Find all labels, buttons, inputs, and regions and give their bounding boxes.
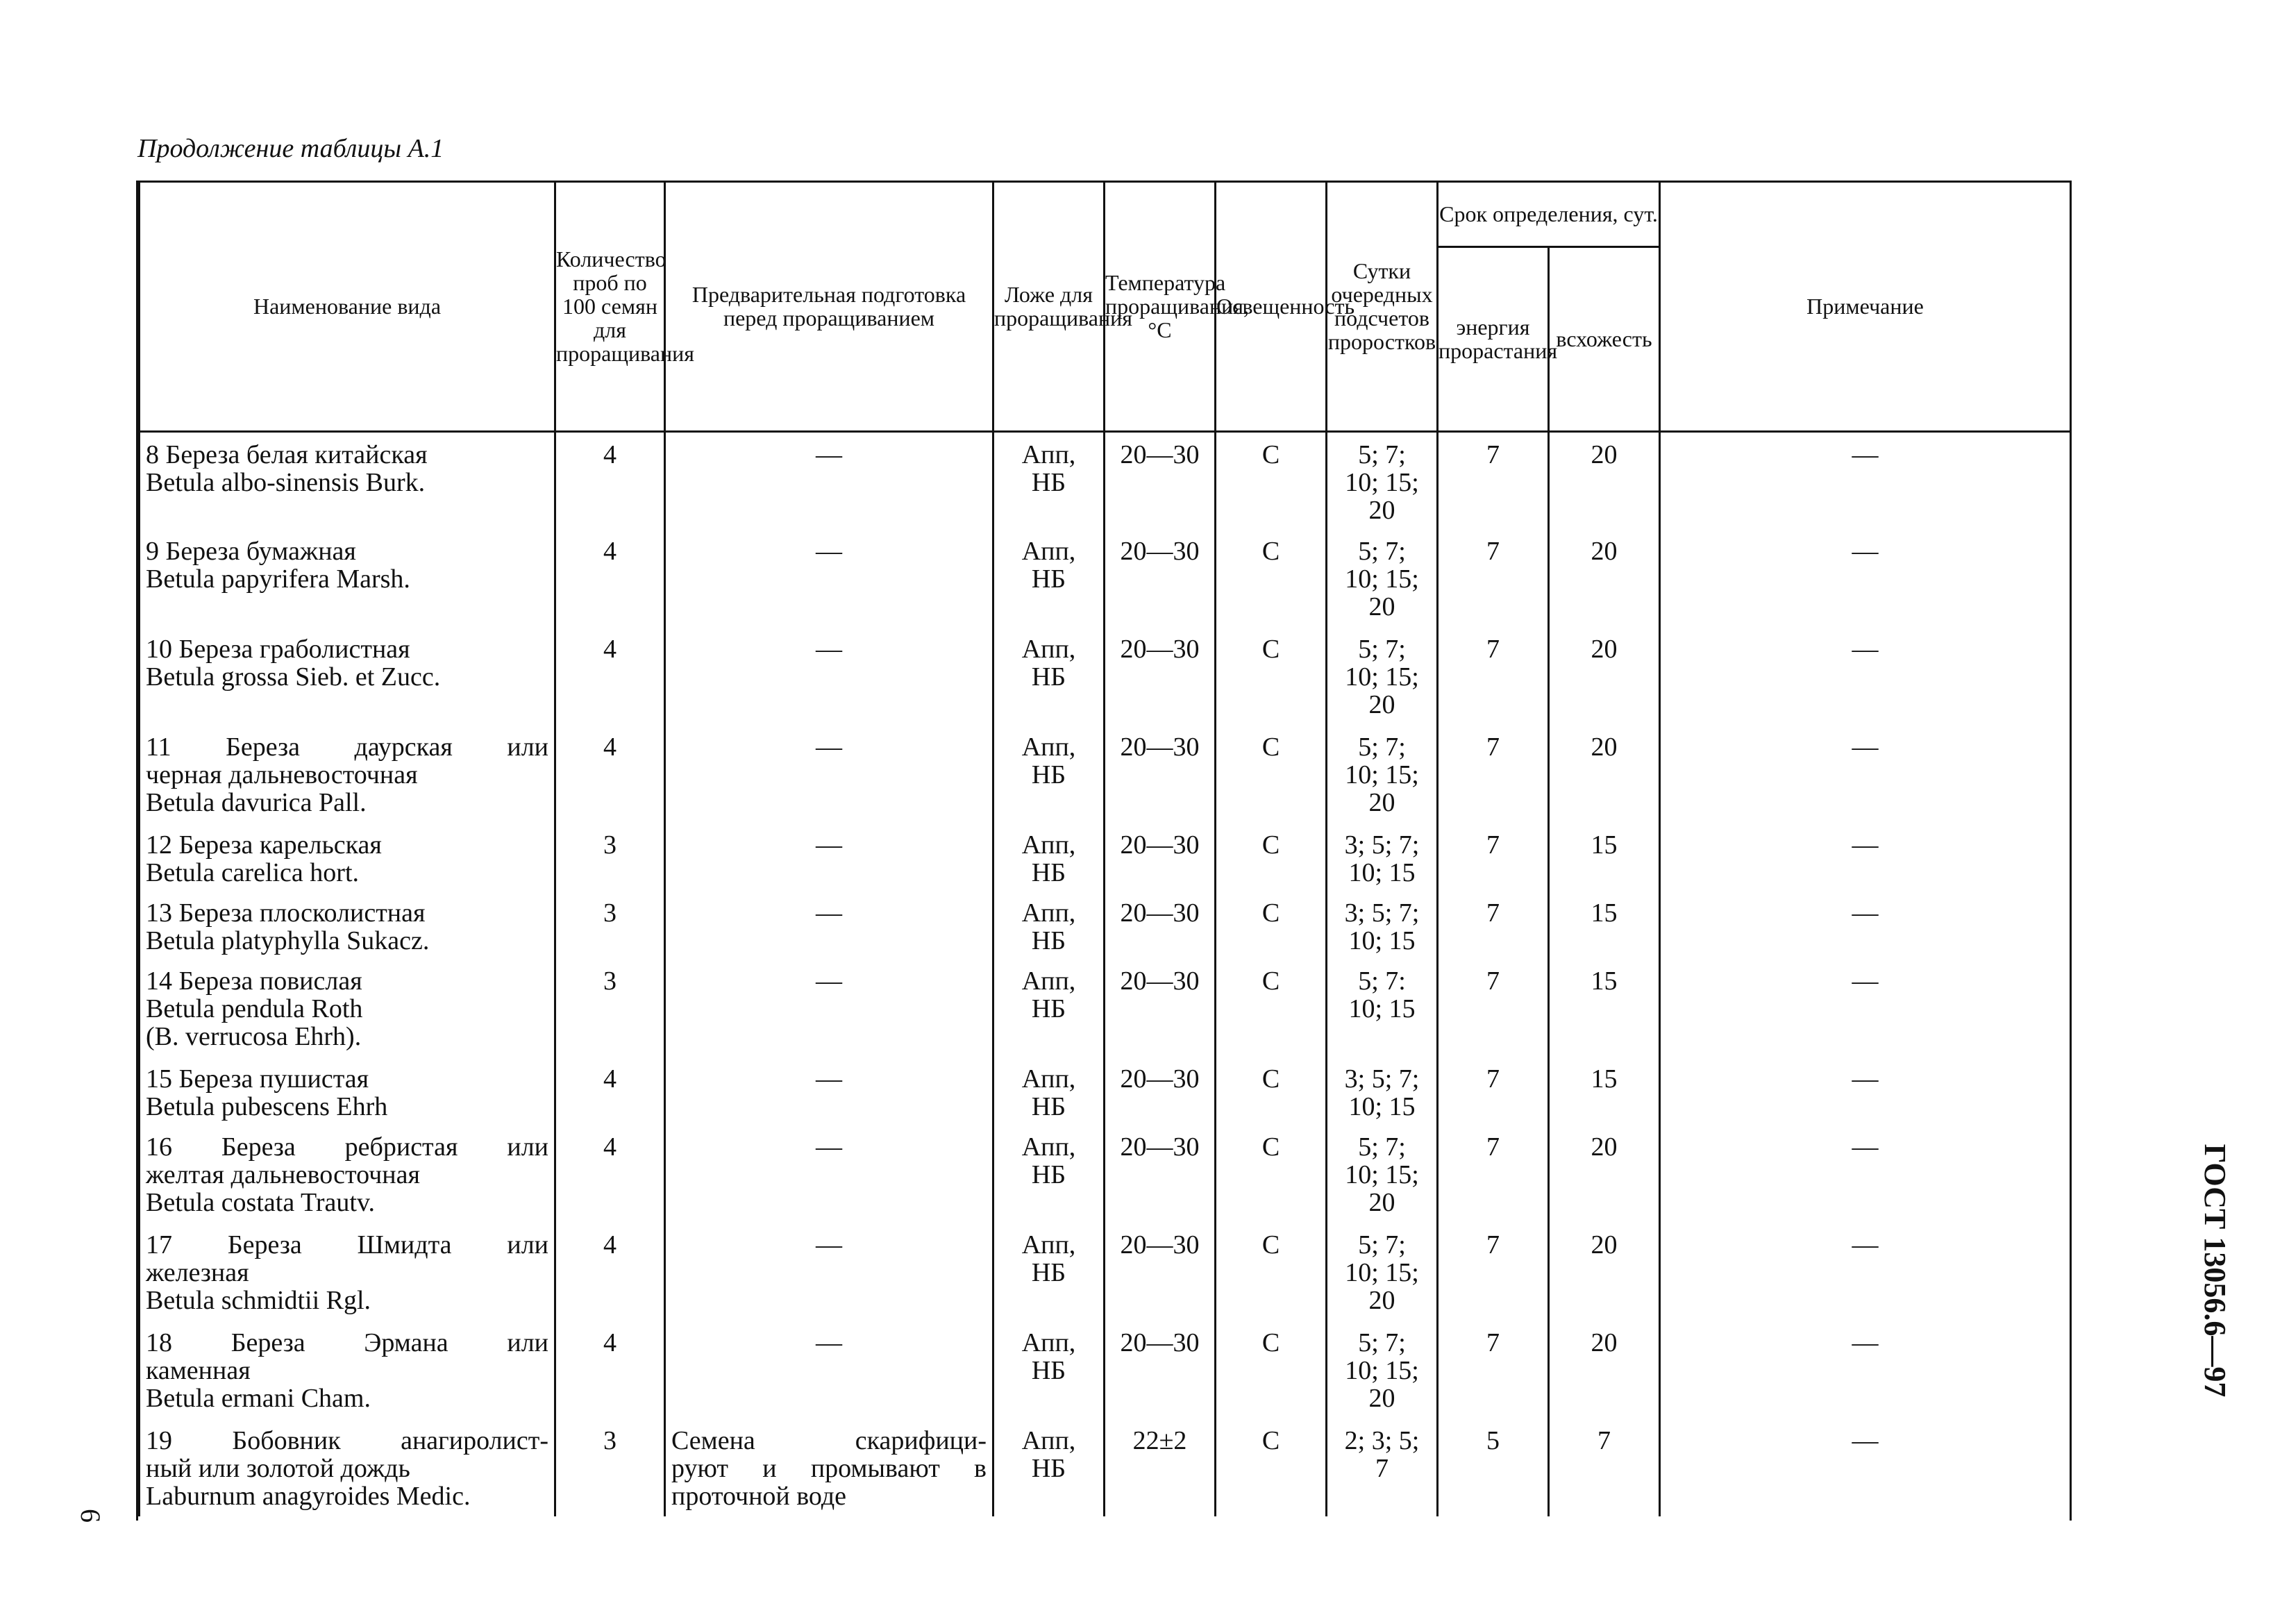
standard-label: ГОСТ 13056.6—97	[2198, 1144, 2232, 1398]
table-row	[140, 891, 2071, 959]
cell-light: С	[1216, 431, 1327, 529]
name-line: Laburnum anagyroides Medic.	[146, 1482, 471, 1511]
cell-bed	[993, 1125, 1105, 1223]
days-line: 20	[1368, 690, 1395, 719]
bed-line: Апп,	[1021, 966, 1076, 996]
table-row	[140, 529, 2071, 627]
days-line: 10; 15	[1348, 994, 1416, 1023]
cell-prep	[665, 1418, 993, 1516]
table-row	[140, 431, 2071, 529]
cell-days	[1327, 1057, 1438, 1125]
cell-samples: 4	[555, 725, 665, 823]
cell-name	[140, 891, 555, 959]
cell-samples: 4	[555, 1125, 665, 1223]
days-line: 7	[1375, 1454, 1389, 1483]
cell-light: С	[1216, 959, 1327, 1057]
table-row	[140, 823, 2071, 891]
days-line: 5; 7;	[1358, 733, 1406, 762]
cell-temp: 20—30	[1105, 1125, 1216, 1223]
name-line: желтая дальневосточная	[146, 1160, 420, 1189]
cell-light: С	[1216, 1223, 1327, 1321]
bed-line: НБ	[1031, 1092, 1066, 1121]
cell-name	[140, 823, 555, 891]
cell-energy: 7	[1438, 725, 1549, 823]
table-row	[140, 959, 2071, 1057]
cell-light: С	[1216, 1125, 1327, 1223]
header-period: Срок определения, сут.	[1438, 183, 1660, 246]
name-line: Betula grossa Sieb. et Zucc.	[146, 662, 441, 692]
bed-line: НБ	[1031, 926, 1066, 955]
header-days: Сутки очередных подсчетов проростков	[1327, 183, 1438, 431]
cell-days	[1327, 1223, 1438, 1321]
name-line: 16 Береза ребристая или	[146, 1132, 548, 1162]
name-line: Betula papyrifera Marsh.	[146, 564, 410, 594]
days-line: 5; 7;	[1358, 1328, 1406, 1357]
days-line: 2; 3; 5;	[1344, 1426, 1420, 1455]
header-energy: энергия прорастания	[1438, 246, 1549, 431]
cell-samples: 4	[555, 627, 665, 725]
bed-line: НБ	[1031, 662, 1066, 692]
cell-energy: 7	[1438, 823, 1549, 891]
cell-germ: 20	[1549, 529, 1660, 627]
name-line: Betula schmidtii Rgl.	[146, 1286, 371, 1315]
days-line: 10; 15;	[1345, 662, 1419, 692]
days-line: 20	[1368, 1384, 1395, 1413]
table-row	[140, 1223, 2071, 1321]
name-line: Betula pubescens Ehrh	[146, 1092, 388, 1121]
cell-bed	[993, 1223, 1105, 1321]
header-temp: Температура проращивания, °С	[1105, 183, 1216, 431]
table-row	[140, 725, 2071, 823]
cell-temp: 20—30	[1105, 959, 1216, 1057]
cell-name	[140, 1223, 555, 1321]
prep-line: проточной воде	[671, 1482, 847, 1511]
cell-energy: 7	[1438, 1057, 1549, 1125]
header-prep: Предварительная подготовка перед проращиванием	[665, 183, 993, 431]
table-row	[140, 1418, 2071, 1516]
days-line: 10; 15;	[1345, 1356, 1419, 1385]
cell-light: С	[1216, 725, 1327, 823]
header-name: Наименование вида	[140, 183, 555, 431]
cell-light: С	[1216, 1418, 1327, 1516]
cell-energy: 5	[1438, 1418, 1549, 1516]
cell-prep: —	[665, 1223, 993, 1321]
cell-name	[140, 959, 555, 1057]
days-line: 10; 15;	[1345, 564, 1419, 594]
header-bed: Ложе для проращивания	[993, 183, 1105, 431]
cell-samples: 3	[555, 891, 665, 959]
cell-prep: —	[665, 431, 993, 529]
name-line: 9 Береза бумажная	[146, 537, 356, 566]
bed-line: НБ	[1031, 858, 1066, 887]
cell-light: С	[1216, 529, 1327, 627]
cell-prep: —	[665, 1321, 993, 1418]
days-line: 5; 7:	[1358, 966, 1406, 996]
cell-light: С	[1216, 891, 1327, 959]
name-line: железная	[146, 1258, 249, 1287]
cell-samples: 4	[555, 431, 665, 529]
cell-temp: 20—30	[1105, 1223, 1216, 1321]
name-line: 11 Береза даурская или	[146, 733, 548, 762]
cell-samples: 4	[555, 1321, 665, 1418]
days-line: 10; 15	[1348, 858, 1416, 887]
days-line: 20	[1368, 1188, 1395, 1217]
table-body	[140, 431, 2071, 1516]
cell-germ: 15	[1549, 823, 1660, 891]
cell-prep: —	[665, 823, 993, 891]
cell-name	[140, 431, 555, 529]
cell-germ: 20	[1549, 627, 1660, 725]
days-line: 20	[1368, 495, 1395, 525]
name-line: 15 Береза пушистая	[146, 1064, 369, 1094]
cell-germ: 20	[1549, 1321, 1660, 1418]
bed-line: НБ	[1031, 1258, 1066, 1287]
days-line: 3; 5; 7;	[1344, 898, 1420, 928]
cell-days	[1327, 1321, 1438, 1418]
bed-line: НБ	[1031, 1356, 1066, 1385]
bed-line: Апп,	[1021, 1064, 1076, 1094]
cell-samples: 3	[555, 959, 665, 1057]
bed-line: Апп,	[1021, 898, 1076, 928]
header-germ: всхожесть	[1549, 246, 1660, 431]
name-line: 10 Береза граболистная	[146, 635, 410, 664]
name-line: Betula costata Trautv.	[146, 1188, 375, 1217]
bed-line: Апп,	[1021, 1426, 1076, 1455]
cell-name	[140, 627, 555, 725]
cell-temp: 20—30	[1105, 1321, 1216, 1418]
cell-note: —	[1660, 627, 2071, 725]
cell-temp: 20—30	[1105, 627, 1216, 725]
cell-days	[1327, 891, 1438, 959]
cell-note: —	[1660, 529, 2071, 627]
days-line: 5; 7;	[1358, 635, 1406, 664]
cell-germ: 15	[1549, 1057, 1660, 1125]
prep-line: руют и промывают в	[671, 1454, 987, 1483]
bed-line: Апп,	[1021, 635, 1076, 664]
name-line: 17 Береза Шмидта или	[146, 1230, 548, 1259]
cell-germ: 20	[1549, 1223, 1660, 1321]
cell-days	[1327, 1418, 1438, 1516]
cell-temp: 20—30	[1105, 823, 1216, 891]
page-number: 6	[75, 1509, 106, 1523]
cell-days	[1327, 725, 1438, 823]
cell-prep: —	[665, 627, 993, 725]
bed-line: Апп,	[1021, 733, 1076, 762]
cell-germ: 15	[1549, 891, 1660, 959]
cell-bed	[993, 891, 1105, 959]
species-table-wrap	[136, 181, 2072, 1521]
cell-bed	[993, 529, 1105, 627]
days-line: 20	[1368, 592, 1395, 621]
cell-bed	[993, 1321, 1105, 1418]
cell-bed	[993, 1418, 1105, 1516]
name-line: 18 Береза Эрмана или	[146, 1328, 548, 1357]
cell-note: —	[1660, 725, 2071, 823]
days-line: 10; 15;	[1345, 1160, 1419, 1189]
cell-germ: 20	[1549, 431, 1660, 529]
cell-light: С	[1216, 823, 1327, 891]
days-line: 5; 7;	[1358, 1132, 1406, 1162]
cell-energy: 7	[1438, 529, 1549, 627]
name-line: 8 Береза белая китайская	[146, 440, 428, 469]
cell-germ: 15	[1549, 959, 1660, 1057]
bed-line: НБ	[1031, 760, 1066, 789]
name-line: Betula carelica hort.	[146, 858, 360, 887]
cell-temp: 20—30	[1105, 891, 1216, 959]
name-line: черная дальневосточная	[146, 760, 418, 789]
cell-prep: —	[665, 725, 993, 823]
cell-name	[140, 1321, 555, 1418]
cell-days	[1327, 529, 1438, 627]
prep-line: Семена скарифици-	[671, 1426, 987, 1455]
bed-line: НБ	[1031, 467, 1066, 497]
cell-energy: 7	[1438, 431, 1549, 529]
cell-days	[1327, 431, 1438, 529]
cell-days	[1327, 627, 1438, 725]
cell-note: —	[1660, 891, 2071, 959]
cell-days	[1327, 959, 1438, 1057]
cell-note: —	[1660, 431, 2071, 529]
cell-light: С	[1216, 1321, 1327, 1418]
cell-bed	[993, 959, 1105, 1057]
cell-energy: 7	[1438, 959, 1549, 1057]
bed-line: Апп,	[1021, 1230, 1076, 1259]
name-line: ный или золотой дождь	[146, 1454, 410, 1483]
table-row	[140, 1125, 2071, 1223]
days-line: 10; 15;	[1345, 760, 1419, 789]
cell-bed	[993, 627, 1105, 725]
days-line: 3; 5; 7;	[1344, 830, 1420, 860]
bed-line: НБ	[1031, 994, 1066, 1023]
name-line: (B. verrucosa Ehrh).	[146, 1022, 362, 1051]
cell-note: —	[1660, 959, 2071, 1057]
cell-germ: 20	[1549, 725, 1660, 823]
bed-line: Апп,	[1021, 440, 1076, 469]
name-line: Betula davurica Pall.	[146, 788, 367, 817]
name-line: 12 Береза карельская	[146, 830, 382, 860]
cell-note: —	[1660, 1321, 2071, 1418]
table-row	[140, 627, 2071, 725]
species-table	[138, 183, 2072, 1516]
cell-bed	[993, 725, 1105, 823]
cell-name	[140, 1057, 555, 1125]
bed-line: НБ	[1031, 564, 1066, 594]
days-line: 5; 7;	[1358, 1230, 1406, 1259]
cell-germ: 7	[1549, 1418, 1660, 1516]
days-line: 10; 15	[1348, 926, 1416, 955]
cell-name	[140, 1125, 555, 1223]
table-row	[140, 1057, 2071, 1125]
bed-line: НБ	[1031, 1454, 1066, 1483]
cell-samples: 4	[555, 1223, 665, 1321]
header-note: Примечание	[1660, 183, 2071, 431]
name-line: каменная	[146, 1356, 251, 1385]
cell-bed	[993, 823, 1105, 891]
cell-energy: 7	[1438, 627, 1549, 725]
name-line: Betula ermani Cham.	[146, 1384, 371, 1413]
name-line: 19 Бобовник анагиролист-	[146, 1426, 548, 1455]
name-line: Betula platyphylla Sukacz.	[146, 926, 430, 955]
days-line: 10; 15;	[1345, 467, 1419, 497]
cell-note: —	[1660, 823, 2071, 891]
name-line: 13 Береза плосколистная	[146, 898, 426, 928]
cell-energy: 7	[1438, 1125, 1549, 1223]
cell-samples: 3	[555, 1418, 665, 1516]
cell-note: —	[1660, 1223, 2071, 1321]
bed-line: НБ	[1031, 1160, 1066, 1189]
header-samples: Количество проб по 100 семян для проращивания	[555, 183, 665, 431]
cell-bed	[993, 431, 1105, 529]
bed-line: Апп,	[1021, 830, 1076, 860]
cell-days	[1327, 823, 1438, 891]
cell-energy: 7	[1438, 891, 1549, 959]
cell-days	[1327, 1125, 1438, 1223]
cell-name	[140, 725, 555, 823]
cell-name	[140, 1418, 555, 1516]
days-line: 3; 5; 7;	[1344, 1064, 1420, 1094]
cell-light: С	[1216, 627, 1327, 725]
bed-line: Апп,	[1021, 1132, 1076, 1162]
name-line: Betula albo-sinensis Burk.	[146, 467, 426, 497]
cell-note: —	[1660, 1125, 2071, 1223]
cell-temp: 20—30	[1105, 431, 1216, 529]
cell-temp: 20—30	[1105, 529, 1216, 627]
cell-bed	[993, 1057, 1105, 1125]
days-line: 10; 15;	[1345, 1258, 1419, 1287]
cell-name	[140, 529, 555, 627]
days-line: 5; 7;	[1358, 537, 1406, 566]
table-row	[140, 1321, 2071, 1418]
cell-samples: 4	[555, 529, 665, 627]
days-line: 5; 7;	[1358, 440, 1406, 469]
cell-energy: 7	[1438, 1223, 1549, 1321]
cell-samples: 4	[555, 1057, 665, 1125]
cell-prep: —	[665, 1125, 993, 1223]
days-line: 20	[1368, 788, 1395, 817]
cell-prep: —	[665, 1057, 993, 1125]
cell-prep: —	[665, 529, 993, 627]
cell-samples: 3	[555, 823, 665, 891]
name-line: 14 Береза повислая	[146, 966, 362, 996]
bed-line: Апп,	[1021, 537, 1076, 566]
days-line: 10; 15	[1348, 1092, 1416, 1121]
cell-energy: 7	[1438, 1321, 1549, 1418]
cell-germ: 20	[1549, 1125, 1660, 1223]
cell-temp: 22±2	[1105, 1418, 1216, 1516]
header-light: Освещенность	[1216, 183, 1327, 431]
cell-light: С	[1216, 1057, 1327, 1125]
cell-note: —	[1660, 1057, 2071, 1125]
cell-note: —	[1660, 1418, 2071, 1516]
table-caption: Продолжение таблицы А.1	[137, 134, 444, 163]
name-line: Betula pendula Roth	[146, 994, 363, 1023]
days-line: 20	[1368, 1286, 1395, 1315]
cell-prep: —	[665, 891, 993, 959]
cell-prep: —	[665, 959, 993, 1057]
cell-temp: 20—30	[1105, 725, 1216, 823]
bed-line: Апп,	[1021, 1328, 1076, 1357]
cell-temp: 20—30	[1105, 1057, 1216, 1125]
